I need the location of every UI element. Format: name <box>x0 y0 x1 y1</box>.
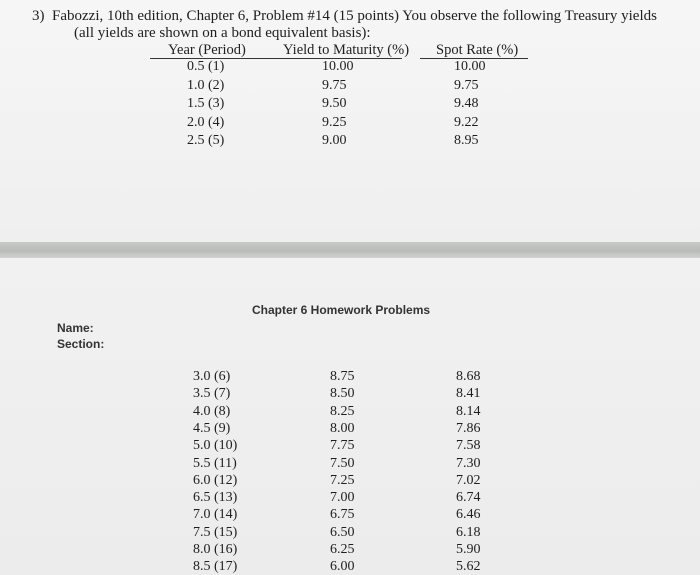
year-cell: 5.5 (11) <box>193 455 237 471</box>
year-cell: 4.5 (9) <box>193 420 231 436</box>
ytm-cell: 8.75 <box>330 369 355 384</box>
ytm-cell: 9.25 <box>322 114 347 130</box>
ytm-cell: 6.75 <box>330 507 355 523</box>
spot-cell: 6.18 <box>456 524 481 540</box>
spot-cell: 7.86 <box>456 420 481 436</box>
spot-cell: 8.14 <box>456 403 481 419</box>
chapter-title: Chapter 6 Homework Problems <box>252 303 431 317</box>
ytm-cell: 9.75 <box>322 77 347 93</box>
ytm-cell: 9.50 <box>322 96 347 111</box>
ytm-cell: 7.50 <box>330 455 355 471</box>
spot-cell: 7.58 <box>456 438 481 454</box>
year-cell: 1.5 (3) <box>187 96 225 111</box>
problem-line-1: Fabozzi, 10th edition, Chapter 6, Problem #14 (15 points) You observe the following Treasury yields <box>52 8 657 24</box>
header-spot: Spot Rate (%) <box>436 42 519 58</box>
year-cell: 7.5 (15) <box>193 524 238 540</box>
year-cell: 2.0 (4) <box>187 114 225 130</box>
header-ytm: Yield to Maturity (%) <box>283 42 410 58</box>
ytm-cell: 7.00 <box>330 490 355 506</box>
ytm-cell: 7.75 <box>330 438 355 454</box>
year-cell: 1.0 (2) <box>187 77 225 93</box>
spot-cell: 5.90 <box>456 542 481 557</box>
problem-line-2: (all yields are shown on a bond equivalent basis): <box>74 25 371 41</box>
year-cell: 0.5 (1) <box>187 59 225 74</box>
year-cell: 6.0 (12) <box>193 472 238 488</box>
spot-cell: 5.62 <box>456 559 481 575</box>
spot-cell: 10.00 <box>454 59 486 74</box>
ytm-cell: 10.00 <box>322 59 354 74</box>
spot-cell: 6.74 <box>456 490 481 506</box>
year-cell: 3.5 (7) <box>193 386 231 402</box>
name-label: Name: <box>57 321 94 335</box>
year-cell: 6.5 (13) <box>193 490 238 506</box>
ytm-cell: 6.50 <box>330 524 355 540</box>
ytm-cell: 8.00 <box>330 420 355 436</box>
year-cell: 7.0 (14) <box>193 507 238 523</box>
spot-cell: 7.30 <box>456 455 481 471</box>
ytm-cell: 6.25 <box>330 542 355 557</box>
spot-cell: 8.68 <box>456 369 481 384</box>
header-year: Year (Period) <box>168 42 246 58</box>
spot-cell: 8.95 <box>454 133 479 148</box>
problem-number: 3) <box>32 8 45 24</box>
ytm-cell: 8.50 <box>330 386 355 402</box>
year-cell: 8.5 (17) <box>193 559 238 575</box>
year-cell: 8.0 (16) <box>193 542 238 557</box>
spot-cell: 7.02 <box>456 472 481 488</box>
ytm-cell: 8.25 <box>330 403 355 419</box>
section-label: Section: <box>57 337 105 351</box>
spot-cell: 8.41 <box>456 386 481 402</box>
page-divider <box>0 242 700 258</box>
year-cell: 2.5 (5) <box>187 133 225 148</box>
spot-cell: 9.48 <box>454 96 479 111</box>
problem-statement <box>32 8 692 42</box>
year-cell: 4.0 (8) <box>193 403 231 419</box>
spot-cell: 9.22 <box>454 114 479 130</box>
year-cell: 3.0 (6) <box>193 369 231 384</box>
spot-cell: 9.75 <box>454 77 479 93</box>
ytm-cell: 9.00 <box>322 133 347 148</box>
year-cell: 5.0 (10) <box>193 438 238 454</box>
ytm-cell: 6.00 <box>330 559 355 575</box>
spot-cell: 6.46 <box>456 507 481 523</box>
ytm-cell: 7.25 <box>330 472 355 488</box>
